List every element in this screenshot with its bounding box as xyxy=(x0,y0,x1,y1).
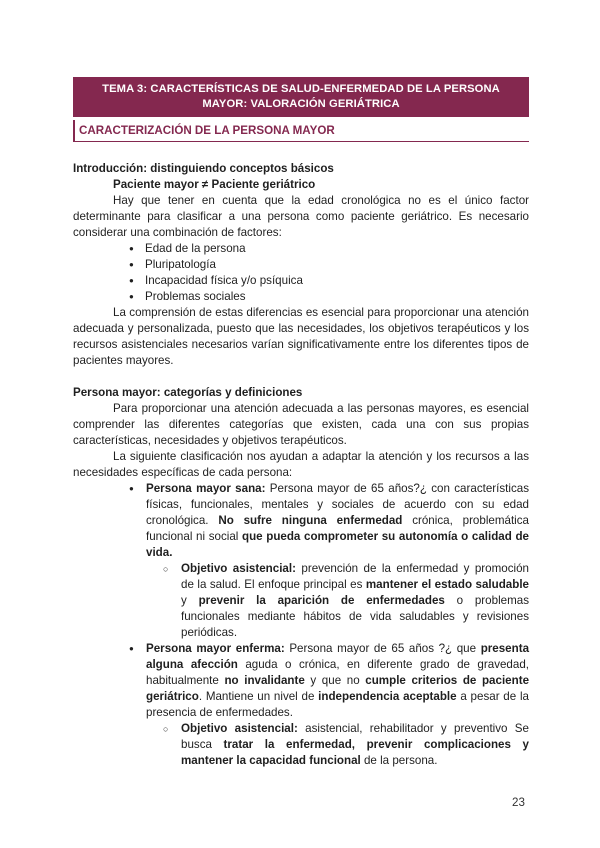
factor-list xyxy=(73,241,529,305)
page-content xyxy=(73,161,529,769)
healthy-objective: ○ Objetivo asistencial: prevención de la enfermedad y promoción de la salud. El enfoque principal es mantener el estado saludable y prevenir la aparición de enfermedades o problemas funcionales mediante hábitos de vida saludables y revisiones periódicas. xyxy=(146,561,529,641)
categories-paragraph-2: La siguiente clasificación nos ayudan a adaptar la atención y los recursos a las necesidades específicas de cada persona: xyxy=(73,450,529,479)
sick-sublist xyxy=(146,721,529,769)
category-sick: ● Persona mayor enferma: Persona mayor de 65 años ?¿ que presenta alguna afección aguda o crónica, en diferente grado de gravedad, habitualmente no invalidante y que no cumple criterios de paciente geriátrico. Mantiene un nivel de independencia aceptable a pesar de la presencia de enfermedades. ○ Objetivo asistencial: asistencial, rehabilitador y preventivo Se busca tratar la enfermedad, prevenir complicaciones y mantener la capacidad funcional de la persona. xyxy=(73,641,529,769)
list-item: ● Problemas sociales xyxy=(73,289,529,305)
list-item: ● Edad de la persona xyxy=(73,241,529,257)
category-sick-label: Persona mayor enferma: xyxy=(146,642,285,655)
categories-heading: Persona mayor: categorías y definiciones xyxy=(73,386,303,399)
intro-subheading: Paciente mayor ≠ Paciente geriátrico xyxy=(113,178,316,191)
categories-paragraph-1: Para proporcionar una atención adecuada a las personas mayores, es esencial comprender las diferentes categorías que existen, cada una con sus propias características, necesidades y objetivos terapéuticos. xyxy=(73,402,529,447)
intro-heading: Introducción: distinguiendo conceptos básicos xyxy=(73,162,334,175)
list-item: ● Pluripatología xyxy=(73,257,529,273)
page-number: 23 xyxy=(512,796,525,809)
healthy-sublist xyxy=(146,561,529,641)
category-list xyxy=(73,481,529,769)
list-item: ● Incapacidad física y/o psíquica xyxy=(73,273,529,289)
category-healthy-label: Persona mayor sana: xyxy=(146,482,266,495)
category-healthy: ● Persona mayor sana: Persona mayor de 65 años?¿ con características físicas, funcionales, mentales y sociales de acuerdo con su edad cronológica. No sufre ninguna enfermedad crónica, problemática funcional ni social que pueda comprometer su autonomía o calidad de vida. ○ Objetivo asistencial: prevención de la enfermedad y promoción de la salud. El enfoque principal es mantener el estado saludable y prevenir la aparición de enfermedades o problemas funcionales mediante hábitos de vida saludables y revisiones periódicas. xyxy=(73,481,529,641)
intro-paragraph-1: Hay que tener en cuenta que la edad cronológica no es el único factor determinante para clasificar a una persona como paciente geriátrico. Es necesario considerar una combinación de factores: xyxy=(73,194,529,239)
chapter-title-line-2: MAYOR: VALORACIÓN GERIÁTRICA xyxy=(202,98,400,110)
sick-objective: ○ Objetivo asistencial: asistencial, rehabilitador y preventivo Se busca tratar la enfermedad, prevenir complicaciones y mantener la capacidad funcional de la persona. xyxy=(146,721,529,769)
section-heading: CARACTERIZACIÓN DE LA PERSONA MAYOR xyxy=(73,120,529,142)
chapter-title-banner xyxy=(73,77,529,117)
intro-paragraph-2: La comprensión de estas diferencias es esencial para proporcionar una atención adecuada y personalizada, puesto que las necesidades, los objetivos terapéuticos y los recursos asistenciales necesarios varían significativamente entre los diferentes tipos de pacientes mayores. xyxy=(73,306,529,367)
chapter-title-line-1: TEMA 3: CARACTERÍSTICAS DE SALUD-ENFERMEDAD DE LA PERSONA xyxy=(102,82,500,95)
